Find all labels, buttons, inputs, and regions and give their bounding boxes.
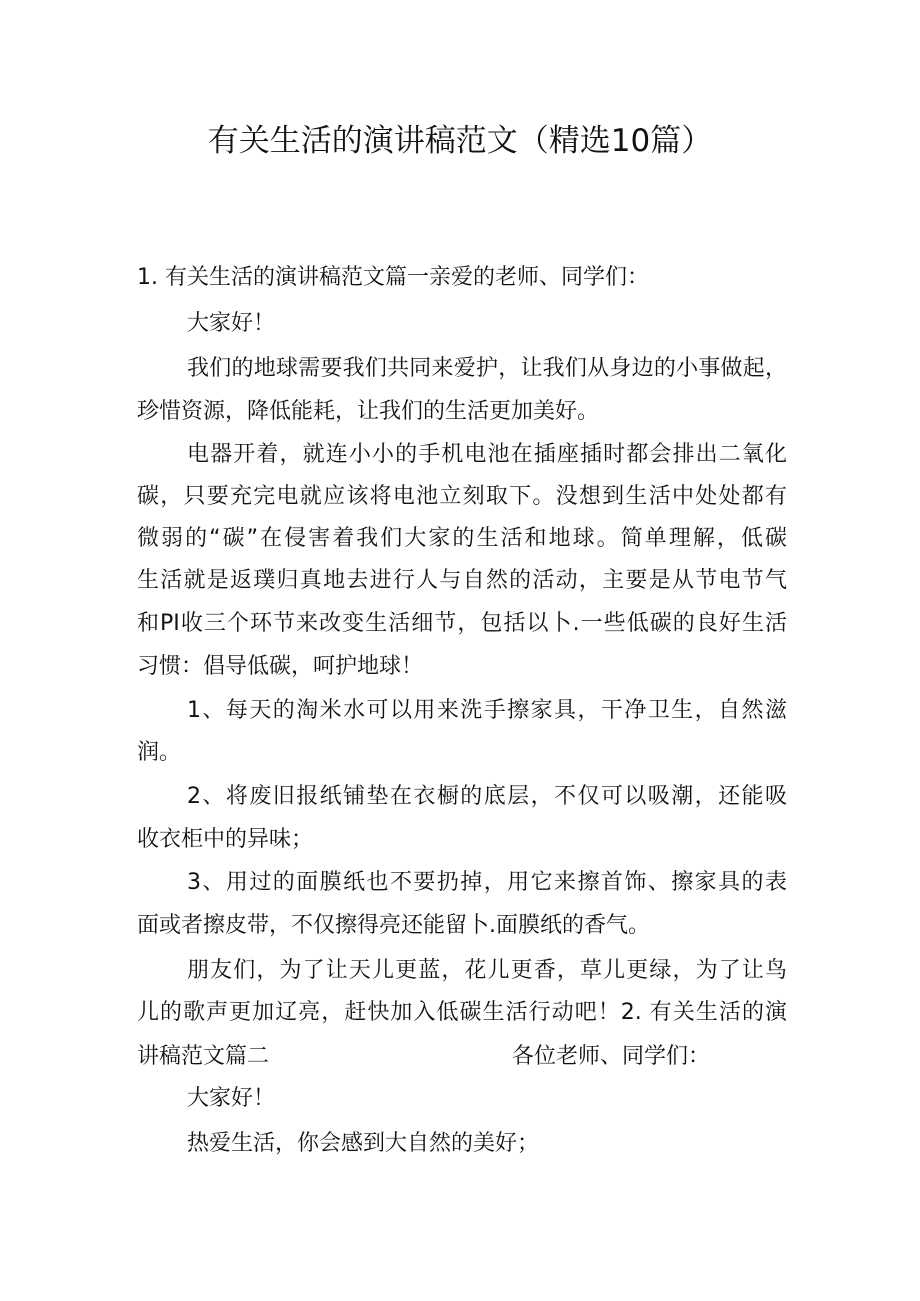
paragraph-line: 习惯：倡导低碳，呵护地球！ bbox=[137, 654, 424, 679]
paragraph-line: 微弱的“碳”在侵害着我们大家的生活和地球。简单理解，低碳 bbox=[137, 526, 787, 551]
paragraph-line: 和PI收三个环节来改变生活细节，包括以卜.一些低碳的良好生活 bbox=[137, 611, 787, 636]
paragraph-line: 朋友们，为了让天儿更蓝，花儿更香，草儿更绿，为了让鸟 bbox=[187, 958, 787, 983]
list-item-line: 面或者擦皮带，不仅擦得亮还能留卜.面膜纸的香气。 bbox=[137, 913, 650, 938]
paragraph-line: 珍惜资源，降低能耗，让我们的生活更加美好。 bbox=[137, 399, 600, 424]
list-item-line: 1、每天的淘米水可以用来洗手擦家具，干净卫生，自然滋 bbox=[187, 698, 787, 723]
document-title: 有关生活的演讲稿范文（精选10篇） bbox=[207, 123, 713, 159]
list-item-line: 2、将废旧报纸铺垫在衣橱的底层，不仅可以吸潮，还能吸 bbox=[187, 784, 787, 809]
list-item-line: 3、用过的面膜纸也不要扔掉，用它来擦首饰、擦家具的表 bbox=[187, 870, 787, 895]
paragraph-line: 碳，只要充完电就应该将电池立刻取下。没想到生活中处处都有 bbox=[137, 484, 787, 509]
paragraph-line: 我们的地球需要我们共同来爱护，让我们从身边的小事做起， bbox=[187, 356, 787, 381]
list-item-line: 润。 bbox=[137, 740, 182, 765]
section-2-salutation: 各位老师、同学们： bbox=[512, 1044, 711, 1069]
paragraph-line: 电器开着，就连小小的手机电池在插座插时都会排出二氧化 bbox=[187, 442, 787, 467]
section-1-heading: 1. 有关生活的演讲稿范文篇一亲爱的老师、同学们： bbox=[137, 265, 649, 290]
section-2-heading: 讲稿范文篇二 bbox=[137, 1044, 270, 1069]
paragraph-line: 生活就是返璞归真地去进行人与自然的活动，主要是从节电节气 bbox=[137, 568, 787, 593]
greeting-line: 大家好！ bbox=[187, 311, 276, 336]
paragraph-line: 儿的歌声更加辽亮，赶快加入低碳生活行动吧！2. 有关生活的演 bbox=[137, 1000, 787, 1025]
greeting-line: 大家好！ bbox=[187, 1086, 276, 1111]
paragraph-line: 热爱生活，你会感到大自然的美好； bbox=[187, 1131, 540, 1156]
list-item-line: 收衣柜中的异味； bbox=[137, 827, 314, 852]
